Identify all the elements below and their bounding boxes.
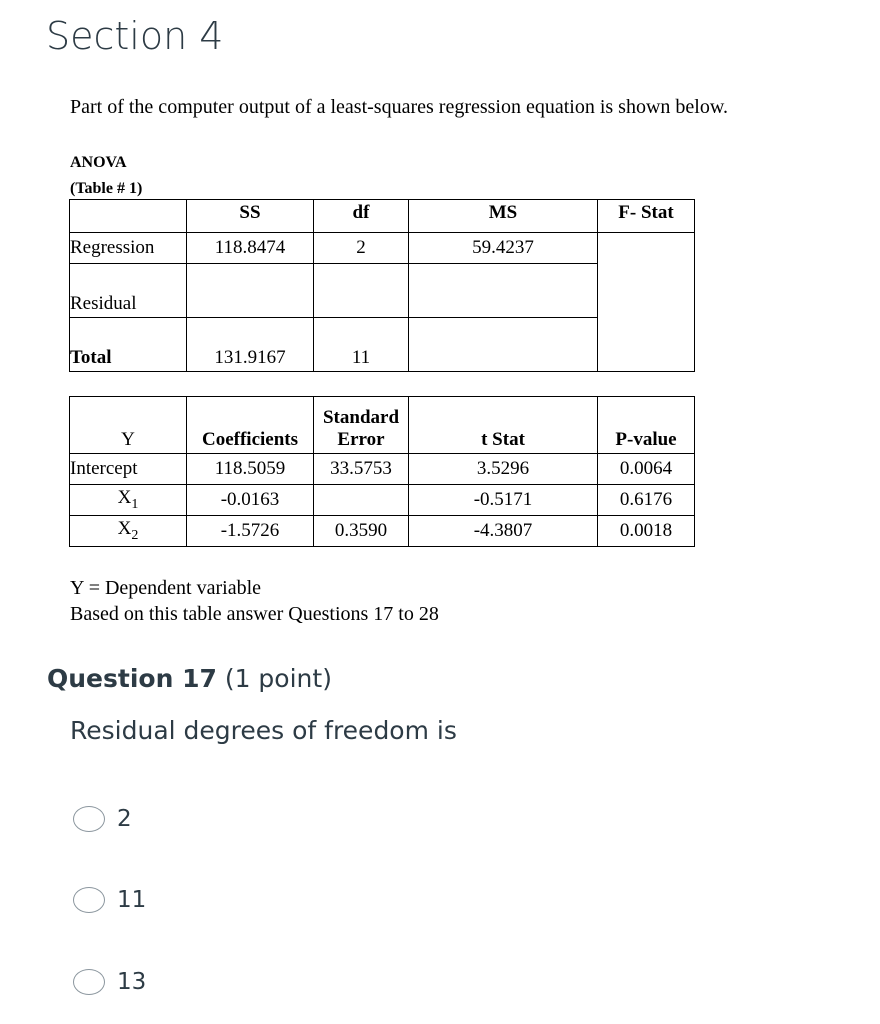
coefficients-table (69, 396, 695, 547)
radio-button[interactable] (73, 969, 105, 995)
ss-cell: 131.9167 (187, 318, 314, 372)
anova-header-ms: MS (409, 200, 598, 233)
var-subscript: 1 (131, 496, 139, 512)
radio-button[interactable] (73, 887, 105, 913)
t-cell: -0.5171 (409, 485, 598, 516)
note-dependent-variable: Y = Dependent variable (70, 577, 262, 599)
anova-header-df: df (314, 200, 409, 233)
coef-header-std-error (314, 397, 409, 454)
option-label: 13 (117, 969, 147, 995)
option-label: 2 (117, 806, 132, 832)
option-label: 11 (117, 887, 147, 913)
anova-header-ss: SS (187, 200, 314, 233)
p-cell: 0.0064 (598, 454, 695, 485)
p-cell: 0.0018 (598, 516, 695, 547)
radio-button[interactable] (73, 806, 105, 832)
table-id: (Table # 1) (70, 180, 143, 197)
question-text: Residual degrees of freedom is (70, 716, 457, 745)
coef-row-x2 (70, 516, 695, 547)
coef-header-pvalue: P-value (598, 397, 695, 454)
var-name: X (117, 518, 132, 540)
anova-header-row (70, 200, 695, 233)
ms-cell (409, 264, 598, 318)
question-title (47, 664, 332, 693)
row-label-x1 (70, 485, 187, 516)
ss-cell (187, 264, 314, 318)
anova-header-blank (70, 200, 187, 233)
df-cell (314, 264, 409, 318)
answer-option-2[interactable] (73, 806, 132, 832)
coef-header-coefficients: Coefficients (187, 397, 314, 454)
se-cell: 0.3590 (314, 516, 409, 547)
anova-label: ANOVA (70, 154, 127, 171)
row-label: Regression (70, 233, 187, 264)
se-cell: 33.5753 (314, 454, 409, 485)
coef-header-y: Y (70, 397, 187, 454)
question-number: Question 17 (47, 664, 217, 693)
coef-row-intercept (70, 454, 695, 485)
coef-cell: 118.5059 (187, 454, 314, 485)
std-error-line1: Standard (322, 407, 400, 428)
anova-caption (70, 150, 142, 202)
row-label: Total (70, 318, 187, 372)
df-cell: 2 (314, 233, 409, 264)
ms-cell: 59.4237 (409, 233, 598, 264)
coef-cell: -1.5726 (187, 516, 314, 547)
coef-header-row (70, 397, 695, 454)
anova-header-fstat: F- Stat (598, 200, 695, 233)
section-title: Section 4 (46, 14, 224, 58)
coef-header-tstat: t Stat (409, 397, 598, 454)
fstat-cell (598, 233, 695, 372)
se-cell (314, 485, 409, 516)
note-instructions: Based on this table answer Questions 17 to 28 (70, 603, 439, 625)
row-label-x2 (70, 516, 187, 547)
question-points: (1 point) (224, 664, 332, 693)
coef-row-x1 (70, 485, 695, 516)
var-subscript: 2 (131, 527, 139, 543)
std-error-line2: Error (337, 429, 385, 450)
row-label: Residual (70, 264, 187, 318)
answer-option-11[interactable] (73, 887, 146, 913)
var-name: X (117, 487, 132, 509)
ss-cell: 118.8474 (187, 233, 314, 264)
anova-row-regression (70, 233, 695, 264)
coef-cell: -0.0163 (187, 485, 314, 516)
ms-cell (409, 318, 598, 372)
anova-table (69, 199, 695, 372)
table-notes (70, 575, 439, 627)
p-cell: 0.6176 (598, 485, 695, 516)
df-cell: 11 (314, 318, 409, 372)
t-cell: 3.5296 (409, 454, 598, 485)
intro-text: Part of the computer output of a least-squares regression equation is shown below. (70, 96, 728, 118)
row-label: Intercept (70, 454, 187, 485)
answer-option-13[interactable] (73, 969, 146, 995)
t-cell: -4.3807 (409, 516, 598, 547)
